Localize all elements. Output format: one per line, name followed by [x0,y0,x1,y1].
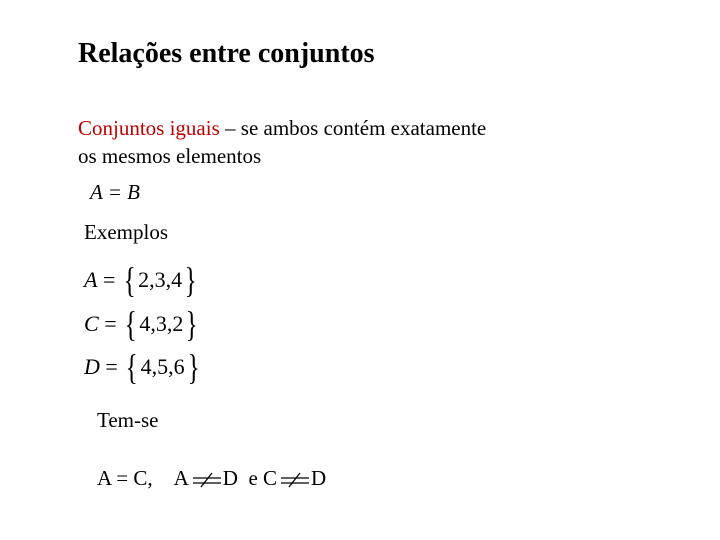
definition-term: Conjuntos iguais [78,116,220,140]
equals-sign: = [98,311,123,336]
open-brace: { [125,347,139,387]
conclusion-line [97,466,326,491]
equality-statement: A = B [90,180,140,204]
set-equation-a [84,262,199,298]
close-brace: } [184,260,197,300]
open-brace: { [123,260,136,300]
set-elements: 4,5,6 [140,354,185,379]
definition-text: – se ambos contém exatamente [219,116,487,140]
slide-title: Relações entre conjuntos [78,38,375,69]
equals-sign: = [99,354,124,379]
set-variable: A [84,267,98,292]
set-equation-d [84,349,202,385]
not-equal-icon [189,472,223,488]
equals-sign: = [97,267,121,292]
conclusion-equal: A = C, [97,466,153,490]
definition-line-2: os mesmos elementos [78,144,262,168]
conclusion-right-d: D [222,466,238,490]
conclusion-right-d: D [311,466,327,490]
close-brace: } [185,304,199,344]
examples-label: Exemplos [84,220,168,244]
tem-se-label: Tem-se [97,408,159,432]
set-variable: D [84,354,100,379]
set-elements: 4,3,2 [139,311,184,336]
definition-line-1 [78,116,486,141]
close-brace: } [187,347,200,387]
open-brace: { [124,304,137,344]
set-elements: 2,3,4 [138,267,183,292]
set-equation-c [84,306,201,342]
not-equal-icon [277,472,311,488]
conclusion-left-a: A [173,466,189,490]
conclusion-connector: e C [248,466,278,490]
set-variable: C [84,311,99,336]
